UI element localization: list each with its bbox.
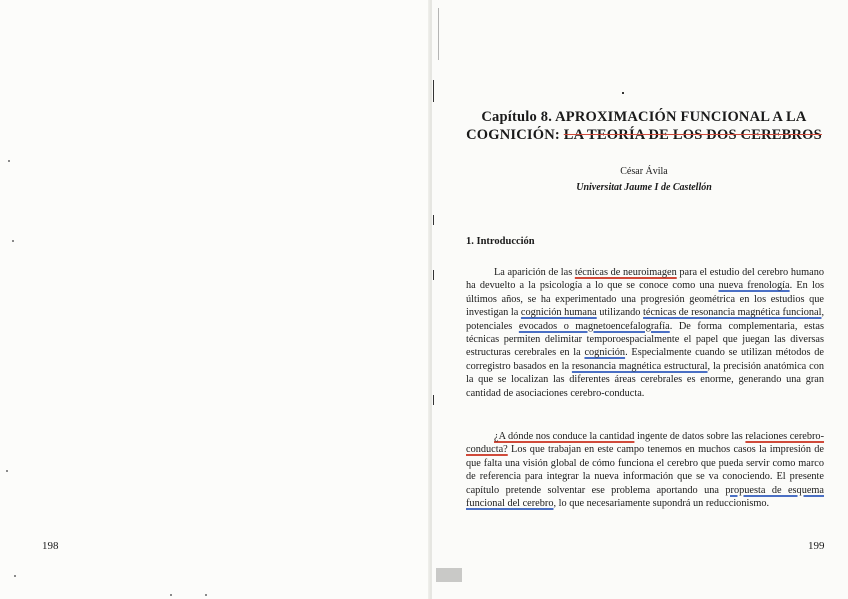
text-run: , potenciales (466, 307, 825, 332)
scan-speck (8, 160, 10, 162)
scan-mark (622, 92, 624, 94)
scan-speck (170, 594, 172, 596)
text-run: . De forma complementaria, estas técnicas permiten delimitar temporoespacialmente el papel que juegan las diversas estructuras cerebrales en la (466, 320, 824, 359)
highlight-blue: propuesta de esquema funcional del cerebro (466, 484, 824, 510)
scan-mark (433, 395, 434, 405)
text-run: Los que trabajan en este campo tenemos en muchos casos la impresión de que falta una visión global de cómo funciona el cerebro que pueda servir como marco de referencia para integrar la nueva información que se va conociendo. El presente capítulo pretende solventar ese problema aportando una (466, 444, 824, 496)
page-number-left: 198 (42, 540, 59, 552)
text-run: ingente de datos sobre las (634, 431, 746, 442)
paragraph-introduction (466, 266, 824, 400)
highlight-blue: evocados o magnetoencefalografía (518, 320, 670, 332)
highlight-blue: cognición humana (520, 307, 597, 319)
scan-mark (433, 80, 434, 102)
text-run: utilizando (596, 307, 644, 319)
author: César Ávila (620, 166, 668, 177)
page-number-right: 199 (808, 540, 825, 552)
text-run: para el estudio del cerebro humano ha devuelto a la psicología a lo que se conoce como una (466, 267, 825, 292)
scan-mark (436, 568, 462, 582)
highlight-red: técnicas de neuroimagen (574, 267, 677, 278)
text-run: , la precisión anatómica con la que se localizan las diferentes áreas cerebrales es enorme, generando una gran cantidad de asociaciones cerebro-conducta. (466, 360, 824, 399)
highlight-blue: técnicas de resonancia magnética funcional (643, 307, 822, 319)
section-heading: 1. Introducción (466, 236, 535, 247)
affiliation: Universitat Jaume I de Castellón (576, 182, 712, 193)
highlight-blue: resonancia magnética estructural (571, 360, 708, 372)
scan-mark (433, 270, 434, 280)
highlight-red: relaciones cerebro-conducta? (466, 431, 825, 456)
highlight-blue: cognición (584, 347, 626, 359)
scan-speck (205, 594, 207, 596)
chapter-title (462, 108, 826, 144)
text-run: . En los últimos años, se ha experimentado una progresión geométrica en los estudios que investigan la (466, 280, 824, 319)
highlight-blue: nueva frenología (718, 280, 790, 292)
highlight-red: ¿A dónde nos conduce la cantidad (494, 431, 635, 442)
paragraph-question (466, 430, 824, 510)
scan-speck (14, 575, 16, 577)
text-run: , lo que necesariamente supondrá un reduccionismo. (553, 498, 770, 510)
chapter-title-line2 (462, 126, 826, 144)
chapter-title-marked: LA TEORÍA DE LOS DOS CEREBROS (563, 127, 822, 143)
chapter-title-line1: Capítulo 8. APROXIMACIÓN FUNCIONAL A LA (481, 109, 807, 125)
chapter-title-plain: COGNICIÓN: (466, 127, 564, 143)
scan-mark (438, 8, 439, 60)
text-run: . Especialmente cuando se utilizan métodos de corregistro basados en la (466, 347, 824, 372)
scan-mark (433, 215, 434, 225)
text-run: La aparición de las (494, 267, 575, 278)
scan-speck (12, 240, 14, 242)
scan-speck (6, 470, 8, 472)
